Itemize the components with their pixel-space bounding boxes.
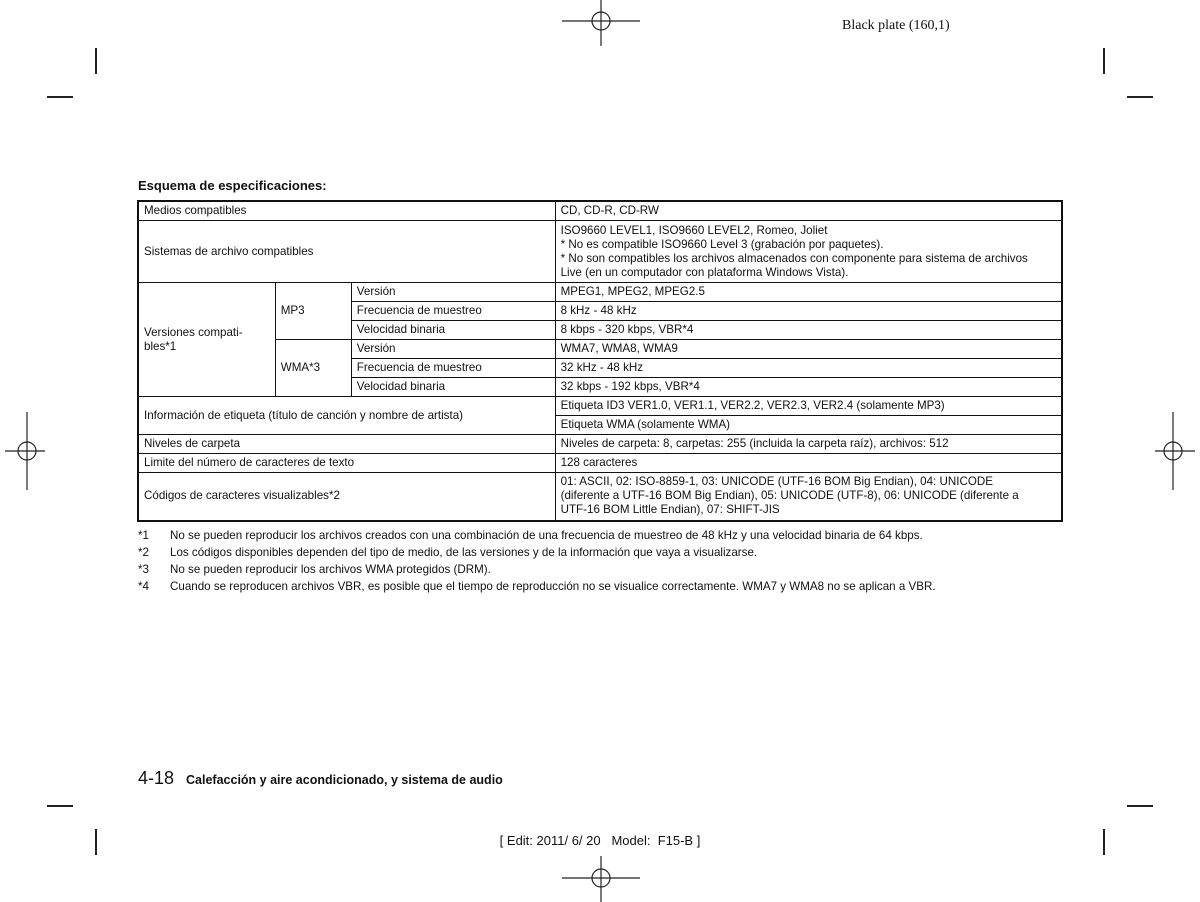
- footnote: [138, 561, 1088, 578]
- table-cell-label: [138, 283, 275, 397]
- registration-mark-right: [1155, 412, 1195, 490]
- crop-mark-tl-vertical: [95, 48, 97, 74]
- crop-mark-tr-vertical: [1103, 48, 1105, 74]
- section-title: Esquema de especificaciones:: [138, 178, 327, 193]
- table-row: [138, 435, 1062, 454]
- table-row: [138, 454, 1062, 473]
- table-cell-value: WMA7, WMA8, WMA9: [555, 340, 1062, 359]
- table-cell-value: 32 kHz - 48 kHz: [555, 359, 1062, 378]
- table-cell-value: 8 kbps - 320 kbps, VBR*4: [555, 321, 1062, 340]
- cell-line: bles*1: [144, 339, 177, 353]
- plate-label: Black plate (160,1): [842, 18, 950, 33]
- footnote-key: *3: [138, 563, 149, 576]
- footnotes: [138, 527, 1088, 595]
- table-row: [138, 201, 1062, 221]
- page-number: 4-18: [138, 768, 175, 788]
- table-cell-value: Niveles de carpeta: 8, carpetas: 255 (incluida la carpeta raíz), archivos: 512: [555, 435, 1062, 454]
- crop-mark-br-horizontal: [1127, 805, 1153, 807]
- table-cell-attr: Frecuencia de muestreo: [351, 359, 555, 378]
- registration-mark-left: [5, 412, 45, 490]
- cell-line: Live (en un computador con plataforma Windows Vista).: [560, 265, 849, 279]
- footnote: [138, 578, 1088, 595]
- footnote-text: Cuando se reproducen archivos VBR, es posible que el tiempo de reproducción no se visualice correctamente. WMA7 y WMA8 no se aplican a VBR.: [170, 580, 936, 593]
- footnote-key: *4: [138, 580, 149, 593]
- registration-mark-top: [562, 0, 640, 48]
- table-cell-attr: Velocidad binaria: [351, 378, 555, 397]
- footnote-text: No se pueden reproducir los archivos creados con una combinación de una frecuencia de muestreo de 48 kHz y una velocidad binaria de 64 kbps.: [170, 529, 923, 542]
- cell-line: 01: ASCII, 02: ISO-8859-1, 03: UNICODE (UTF-16 BOM Big Endian), 04: UNICODE: [560, 475, 993, 489]
- cell-line: (diferente a UTF-16 BOM Big Endian), 05: UNICODE (UTF-8), 06: UNICODE (diferente a: [560, 489, 1019, 503]
- table-cell-value: [555, 221, 1062, 283]
- crop-mark-tl-horizontal: [47, 96, 73, 98]
- footnote: [138, 544, 1088, 561]
- table-row: [138, 397, 1062, 416]
- table-cell-label: Niveles de carpeta: [138, 435, 555, 454]
- registration-mark-bottom: [562, 856, 640, 902]
- footnote-text: Los códigos disponibles dependen del tipo de medio, de las versiones y de la información que vaya a visualizarse.: [170, 546, 758, 559]
- table-cell-value: [555, 473, 1062, 521]
- table-row: [138, 340, 1062, 359]
- table-cell-value: MPEG1, MPEG2, MPEG2.5: [555, 283, 1062, 302]
- table-cell-attr: Versión: [351, 340, 555, 359]
- table-row: [138, 221, 1062, 283]
- table-cell-attr: Frecuencia de muestreo: [351, 302, 555, 321]
- page-footer: [138, 768, 503, 789]
- table-cell-value: Etiqueta ID3 VER1.0, VER1.1, VER2.2, VER2.3, VER2.4 (solamente MP3): [555, 397, 1062, 416]
- table-cell-label: Sistemas de archivo compatibles: [138, 221, 555, 283]
- cell-line: Versiones compati-: [144, 325, 243, 339]
- crop-mark-bl-horizontal: [47, 805, 73, 807]
- chapter-title: Calefacción y aire acondicionado, y sistema de audio: [186, 773, 503, 787]
- footnote-key: *2: [138, 546, 149, 559]
- table-cell-label: Códigos de caracteres visualizables*2: [138, 473, 555, 521]
- footnote-text: No se pueden reproducir los archivos WMA protegidos (DRM).: [170, 563, 491, 576]
- format-name: WMA*3: [275, 340, 351, 397]
- cell-line: * No son compatibles los archivos almacenados con componente para sistema de archivos: [560, 251, 1028, 265]
- cell-line: ISO9660 LEVEL1, ISO9660 LEVEL2, Romeo, Joliet: [560, 223, 828, 237]
- table-row: [138, 283, 1062, 302]
- edit-info: [ Edit: 2011/ 6/ 20 Model: F15-B ]: [499, 833, 701, 848]
- table-cell-label: Información de etiqueta (título de canción y nombre de artista): [138, 397, 555, 435]
- footnote: [138, 527, 1088, 544]
- table-cell-label: Medios compatibles: [138, 201, 555, 221]
- table-cell-attr: Velocidad binaria: [351, 321, 555, 340]
- format-name: MP3: [275, 283, 351, 340]
- crop-mark-tr-horizontal: [1127, 96, 1153, 98]
- table-cell-value: 8 kHz - 48 kHz: [555, 302, 1062, 321]
- cell-line: UTF-16 BOM Little Endian), 07: SHIFT-JIS: [560, 503, 780, 517]
- footnote-key: *1: [138, 529, 149, 542]
- cell-line: * No es compatible ISO9660 Level 3 (grabación por paquetes).: [560, 237, 884, 251]
- table-cell-value: 32 kbps - 192 kbps, VBR*4: [555, 378, 1062, 397]
- spec-table: [137, 200, 1063, 522]
- table-cell-label: Limite del número de caracteres de texto: [138, 454, 555, 473]
- table-cell-value: Etiqueta WMA (solamente WMA): [555, 416, 1062, 435]
- table-cell-value: CD, CD-R, CD-RW: [555, 201, 1062, 221]
- table-row: [138, 473, 1062, 521]
- table-cell-value: 128 caracteres: [555, 454, 1062, 473]
- table-cell-attr: Versión: [351, 283, 555, 302]
